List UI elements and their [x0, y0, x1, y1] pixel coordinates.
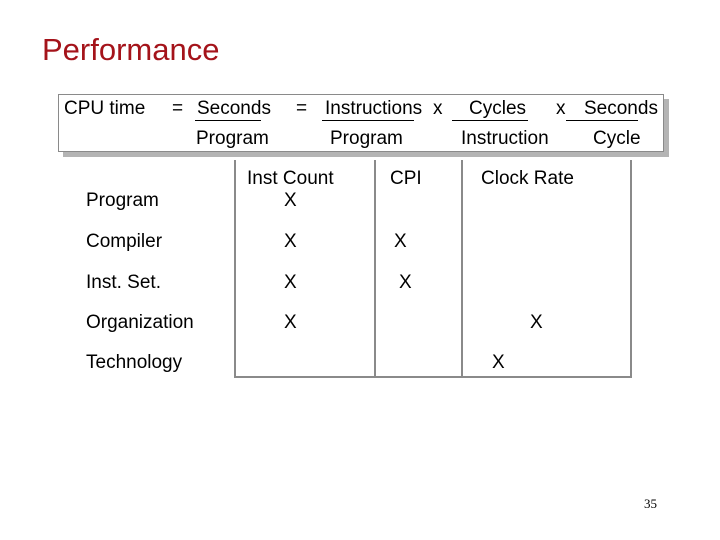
- column-header-cpi: CPI: [390, 168, 422, 189]
- column-divider-1: [234, 160, 236, 378]
- column-divider-2: [374, 160, 376, 378]
- seconds-numerator: Seconds: [197, 98, 271, 119]
- equals-sign-2: =: [296, 98, 308, 119]
- mark-compiler-inst-count: X: [284, 231, 297, 252]
- slide-title: Performance: [42, 32, 220, 67]
- times-sign-2: x: [556, 98, 566, 119]
- fraction-bar-2: [322, 120, 414, 121]
- mark-inst-set-cpi: X: [399, 272, 412, 293]
- seconds-numerator-2: Seconds: [584, 98, 658, 119]
- table-bottom-rule: [234, 376, 632, 378]
- cycle-denominator: Cycle: [593, 128, 641, 149]
- fraction-bar-1: [195, 120, 261, 121]
- mark-program-inst-count: X: [284, 190, 297, 211]
- column-divider-3: [461, 160, 463, 378]
- row-label-inst-set: Inst. Set.: [86, 272, 161, 293]
- fraction-bar-3: [452, 120, 528, 121]
- mark-organization-clock-rate: X: [530, 312, 543, 333]
- mark-compiler-cpi: X: [394, 231, 407, 252]
- equals-sign-1: =: [172, 98, 184, 119]
- instructions-numerator: Instructions: [325, 98, 423, 119]
- instruction-denominator: Instruction: [461, 128, 549, 149]
- times-sign-1: x: [433, 98, 443, 119]
- row-label-technology: Technology: [86, 352, 183, 373]
- page-number: 35: [644, 496, 657, 511]
- program-denominator-2: Program: [330, 128, 403, 149]
- row-label-organization: Organization: [86, 312, 194, 333]
- program-denominator-1: Program: [196, 128, 269, 149]
- column-header-clock-rate: Clock Rate: [481, 168, 574, 189]
- column-header-inst-count: Inst Count: [247, 168, 334, 189]
- mark-organization-inst-count: X: [284, 312, 297, 333]
- fraction-bar-4: [566, 120, 638, 121]
- mark-technology-clock-rate: X: [492, 352, 505, 373]
- row-label-program: Program: [86, 190, 159, 211]
- row-label-compiler: Compiler: [86, 231, 163, 252]
- mark-inst-set-inst-count: X: [284, 272, 297, 293]
- column-divider-4: [630, 160, 632, 378]
- cycles-numerator: Cycles: [469, 98, 527, 119]
- cpu-time-label: CPU time: [64, 98, 146, 119]
